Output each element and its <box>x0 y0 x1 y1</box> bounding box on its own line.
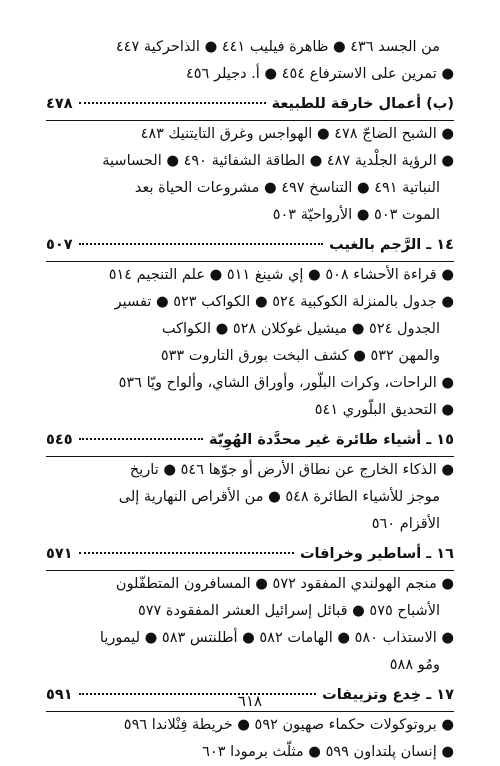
toc-line: ● الشبح الضاجّ ٤٧٨ ● الهواجس وغرق التايتنيك ٤٨٣ <box>140 126 454 142</box>
chapter-17-entries <box>46 712 454 766</box>
toc-line: ● قراءة الأحشاء ٥٠٨ ● إي شينغ ٥١١ ● علم التنجيم ٥١٤ <box>108 267 454 283</box>
chapter-14-entries <box>46 262 454 424</box>
chapter-page-number: ٥٤٥ <box>46 432 73 448</box>
chapter-title: ١٥ ـ أشياء طائرة غير محدَّدة الهُوِيّة <box>208 432 454 448</box>
toc-line: ومُو ٥٨٨ <box>389 657 440 673</box>
page-number: ٦١٨ <box>237 692 263 710</box>
intro-block <box>46 34 454 88</box>
section-title: (ب) أعمال خارقة للطبيعة <box>271 96 454 112</box>
toc-line: ● بروتوكولات حكماء صهيون ٥٩٢ ● خريطة فِنْلاندا ٥٩٦ <box>123 717 454 733</box>
toc-line: الموت ٥٠٣ ● الأرواحيّة ٥٠٣ <box>272 207 440 223</box>
toc-line: الأقزام ٥٦٠ <box>371 516 440 532</box>
chapter-page-number: ٥٧١ <box>46 546 73 562</box>
toc-line: موجز للأشياء الطائرة ٥٤٨ ● من الأقراص النهارية إلى <box>118 489 440 505</box>
toc-line: النباتية ٤٩١ ● التناسخ ٤٩٧ ● مشروعات الحياة بعد <box>134 180 440 196</box>
chapter-title: ١٦ ـ أساطير وخرافات <box>299 546 454 562</box>
toc-line: ● الرؤية الجلْدية ٤٨٧ ● الطاقة الشفائية ٤٩٠ ● الحساسية <box>102 153 454 169</box>
leader-dots <box>79 102 266 104</box>
toc-line: الأشباح ٥٧٥ ● قبائل إسرائيل العشر المفقودة ٥٧٧ <box>137 603 440 619</box>
toc-line: ● الاستذاب ٥٨٠ ● الهامات ٥٨٢ ● أطلنتس ٥٨٣ ● ليموريا <box>99 630 454 646</box>
toc-line: ● الراحات، وكرات البلّور، وأوراق الشاي، وألواح ويّا ٥٣٦ <box>118 375 454 391</box>
toc-line: ● جدول بالمنزلة الكوكبية ٥٢٤ ● الكواكب ٥٢٣ ● تفسير <box>114 294 454 310</box>
chapter-page-number: ٥٩١ <box>46 687 73 703</box>
section-page-number: ٤٧٨ <box>46 96 73 112</box>
chapter-title: ١٤ ـ الرَّجم بالغيب <box>329 237 454 253</box>
section-b-entries <box>46 121 454 229</box>
chapter-heading-16 <box>46 541 454 568</box>
section-heading-b <box>46 91 454 118</box>
toc-line: ● إنسان پلتداون ٥٩٩ ● مثلّث برمودا ٦٠٣ <box>202 744 454 760</box>
toc-line: ● منجم الهولندي المفقود ٥٧٢ ● المسافرون المتطفّلون <box>115 576 454 592</box>
toc-line: ● التحديق البلّوري ٥٤١ <box>314 402 454 418</box>
toc-line: من الجسد ٤٣٦ ● ظاهرة فيليب ٤٤١ ● الذاحركية ٤٤٧ <box>115 39 440 55</box>
toc-line: الجدول ٥٢٤ ● ميشيل غوكلان ٥٢٨ ● الكواكب <box>161 321 440 337</box>
leader-dots <box>79 243 324 245</box>
chapter-16-entries <box>46 571 454 679</box>
chapter-heading-15 <box>46 427 454 454</box>
leader-dots <box>79 552 294 554</box>
chapter-page-number: ٥٠٧ <box>46 237 73 253</box>
chapter-15-entries <box>46 457 454 538</box>
toc-line: والمهن ٥٣٢ ● كشف البخت بورق التاروت ٥٣٣ <box>160 348 440 364</box>
toc-line: ● الذكاء الخارج عن نطاق الأرض أو جوّها ٥٤٦ ● تاريخ <box>129 462 454 478</box>
chapter-heading-14 <box>46 232 454 259</box>
leader-dots <box>79 438 203 440</box>
chapter-title: ١٧ ـ خِدع وتزييفات <box>322 687 454 703</box>
toc-line: ● تمرين على الاسترفاع ٤٥٤ ● أ. دجيلر ٤٥٦ <box>185 66 454 82</box>
